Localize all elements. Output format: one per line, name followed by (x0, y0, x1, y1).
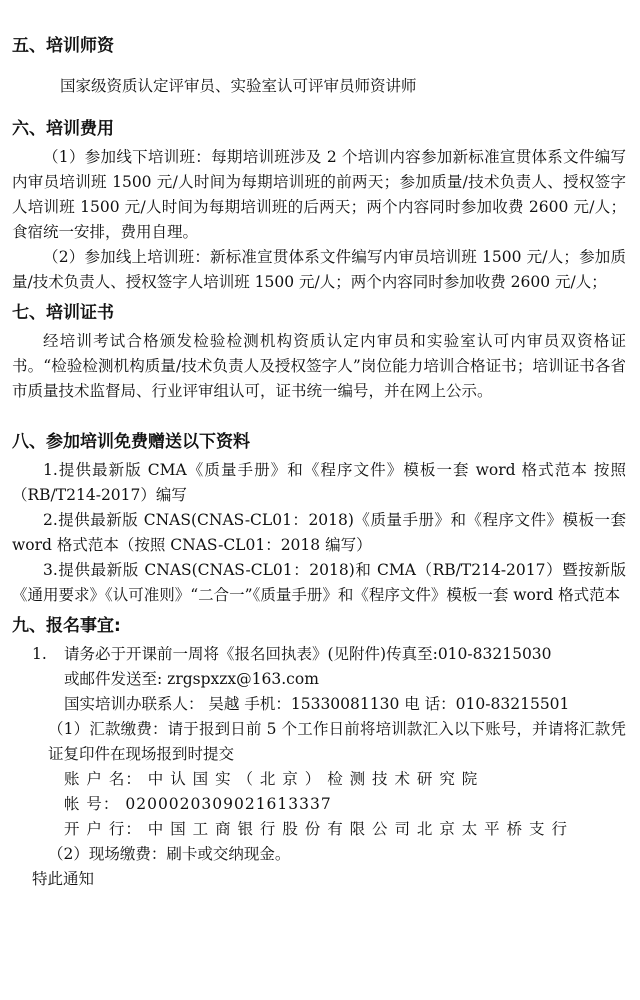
fax-instruction: 请务必于开课前一周将《报名回执表》(见附件)传真至:010-83215030 (64, 645, 552, 663)
section-6-paragraph-1: （1）参加线下培训班：每期培训班涉及 2 个培训内容参加新标准宣贯体系文件编写内审员培训班 1500 元/人时间为每期培训班的前两天；参加质量/技术负责人、授权签字人培训班 1500 元/人时间为每期培训班的后两天；两个内容同时参加收费 2600 元/人；食宿统一安排，费用自理。 (12, 148, 626, 241)
section-8-item-1: 1.提供最新版 CMA《质量手册》和《程序文件》模板一套 word 格式范本 按照（RB/T214-2017）编写 (12, 461, 626, 504)
account-name: 账 户 名： 中 认 国 实 （ 北 京 ） 检 测 技 术 研 究 院 (64, 770, 479, 788)
section-5-heading: 五、培训师资 (12, 36, 114, 56)
section-6-paragraph-2: （2）参加线上培训班：新标准宣贯体系文件编写内审员培训班 1500 元/人；参加质量/技术负责人、授权签字人培训班 1500 元/人；两个内容同时参加收费 2600 元/人； (12, 248, 626, 291)
registration-block (12, 642, 626, 892)
section-9-heading: 九、报名事宜: (12, 616, 121, 636)
section-8-item-3: 3.提供最新版 CNAS(CNAS-CL01：2018)和 CMA（RB/T214-2017）暨按新版《通用要求》《认可准则》“二合一”《质量手册》和《程序文件》模板一套 word 格式范本 (12, 561, 626, 604)
section-6-heading: 六、培训费用 (12, 119, 114, 139)
contact-line: 国实培训办联系人： 吴越 手机：15330081130 电 话：010-83215501 (64, 695, 570, 713)
registration-line-1 (12, 642, 626, 667)
email-line: 或邮件发送至: zrgspxzx@163.com (64, 670, 319, 688)
closing-notice: 特此通知 (32, 870, 95, 888)
account-number: 帐 号： 0200020309021613337 (64, 795, 332, 813)
payment-transfer: （1）汇款缴费：请于报到日前 5 个工作日前将培训款汇入以下账号，并请将汇款凭证复印件在现场报到时提交 (48, 720, 626, 763)
section-5-text: 国家级资质认定评审员、实验室认可评审员师资讲师 (60, 77, 417, 95)
spacer (12, 404, 626, 424)
section-8-item-2: 2.提供最新版 CNAS(CNAS-CL01：2018)《质量手册》和《程序文件》模板一套 word 格式范本（按照 CNAS-CL01：2018 编写） (12, 511, 626, 554)
bank-name: 开 户 行： 中 国 工 商 银 行 股 份 有 限 公 司 北 京 太 平 桥 支 行 (64, 820, 568, 838)
list-number: 1. (32, 645, 47, 663)
section-8-heading: 八、参加培训免费赠送以下资料 (12, 432, 250, 452)
section-7-text: 经培训考试合格颁发检验检测机构资质认定内审员和实验室认可内审员双资格证书。“检验检测机构质量/技术负责人及授权签字人”岗位能力培训合格证书；培训证书各省市质量技术监督局、行业评审组认可，证书统一编号，并在网上公示。 (12, 332, 626, 400)
payment-onsite: （2）现场缴费：刷卡或交纳现金。 (48, 845, 291, 863)
section-7-heading: 七、培训证书 (12, 303, 114, 323)
